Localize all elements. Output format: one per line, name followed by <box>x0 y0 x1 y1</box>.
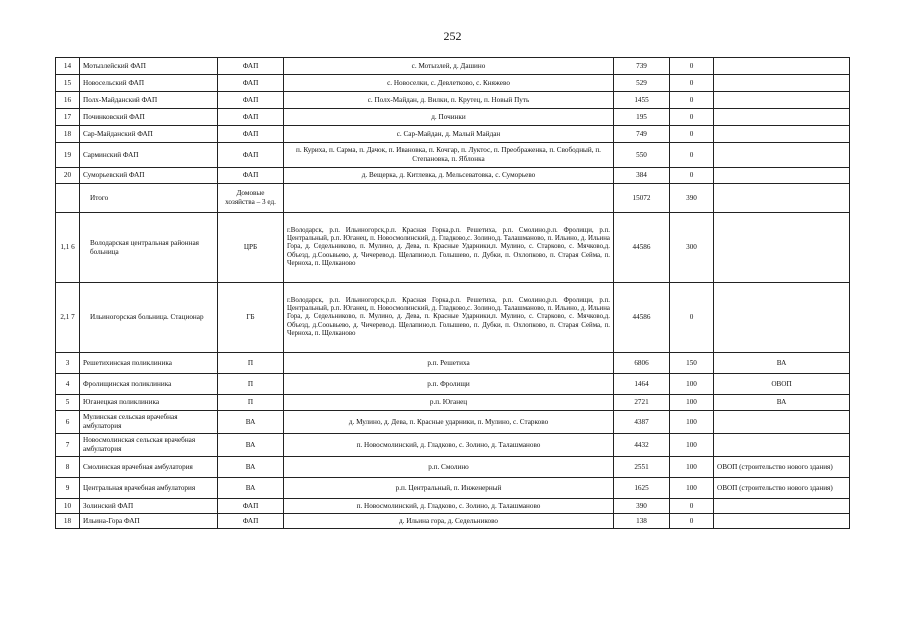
served-locations: г.Володарск, р.п. Ильиногорск,р.п. Красная Горка,р.п. Решетиха, р.п. Смолино,р.п. Фролищи, р.п. Центральный, р.п. Юганец, п. Новосмолинский, д. Гладково,с. Золино,д. Талашманово, п. Ильино, д. Ильина Гора, д. Седельниково, п. Мулино, д. Дева, п. Красные Ударники,п. Мулино, с. Старково, с. Мячково,д. Объезд, д.Сооьвьево, д. Чичерево,д. Щелапино,п. Голышево, п. Дубки, п. Охлопково, п. Старая Сейма, п. Черноха, п. Щелканово <box>284 283 614 353</box>
row-number: 18 <box>56 514 80 529</box>
row-number: 7 <box>56 434 80 457</box>
note: ОВОП (строительство нового здания) <box>714 457 850 478</box>
population: 529 <box>614 75 670 92</box>
facility-name: Мулинская сельская врачебная амбулатория <box>80 411 218 434</box>
facility-type: П <box>218 395 284 411</box>
population: 550 <box>614 143 670 168</box>
served-locations: д. Ильина гора, д. Седельниково <box>284 514 614 529</box>
facility-type: ФАП <box>218 514 284 529</box>
table-row <box>56 353 850 374</box>
note: ВА <box>714 395 850 411</box>
capacity: 0 <box>670 514 714 529</box>
facility-name: Мотызлейский ФАП <box>80 58 218 75</box>
row-number: 14 <box>56 58 80 75</box>
table-row <box>56 457 850 478</box>
page-number: 252 <box>443 29 462 43</box>
note <box>714 168 850 184</box>
row-number: 10 <box>56 499 80 514</box>
table-row <box>56 58 850 75</box>
note <box>714 126 850 143</box>
facility-name: Новосельский ФАП <box>80 75 218 92</box>
population: 1464 <box>614 374 670 395</box>
row-number: 2,1 7 <box>56 283 80 353</box>
row-number: 20 <box>56 168 80 184</box>
served-locations: р.п. Юганец <box>284 395 614 411</box>
table-row <box>56 143 850 168</box>
table-row <box>56 434 850 457</box>
table-row <box>56 478 850 499</box>
facility-name: Новосмолинская сельская врачебная амбулатория <box>80 434 218 457</box>
facility-type: ФАП <box>218 75 284 92</box>
note: ВА <box>714 353 850 374</box>
row-number: 17 <box>56 109 80 126</box>
capacity: 0 <box>670 283 714 353</box>
row-number: 19 <box>56 143 80 168</box>
facility-name: Смолинская врачебная амбулатория <box>80 457 218 478</box>
served-locations: с. Мотызлей, д. Дашино <box>284 58 614 75</box>
served-locations: д. Мулино, д. Дева, п. Красные ударники, п. Мулино, с. Старково <box>284 411 614 434</box>
note <box>714 411 850 434</box>
facility-name: Суморьевский ФАП <box>80 168 218 184</box>
note <box>714 499 850 514</box>
row-number: 16 <box>56 92 80 109</box>
population: 44586 <box>614 283 670 353</box>
capacity: 390 <box>670 184 714 213</box>
capacity: 0 <box>670 143 714 168</box>
served-locations: с. Новоселки, с. Девлетково, с. Княжево <box>284 75 614 92</box>
served-locations <box>284 184 614 213</box>
table-row <box>56 92 850 109</box>
capacity: 0 <box>670 75 714 92</box>
table-row <box>56 109 850 126</box>
facility-name: Сарминский ФАП <box>80 143 218 168</box>
table-row <box>56 514 850 529</box>
note: ОВОП <box>714 374 850 395</box>
facility-type: ВА <box>218 457 284 478</box>
facility-name: Починковский ФАП <box>80 109 218 126</box>
row-number: 6 <box>56 411 80 434</box>
capacity: 100 <box>670 411 714 434</box>
served-locations: п. Куриха, п. Сарма, п. Дачок, п. Ивановка, п. Кочгар, п. Луктос, п. Преображенка, п. Свободный, п. Степановка, п. Яблонка <box>284 143 614 168</box>
facility-type: ЦРБ <box>218 213 284 283</box>
capacity: 0 <box>670 92 714 109</box>
row-number: 3 <box>56 353 80 374</box>
facility-type: П <box>218 374 284 395</box>
row-number: 9 <box>56 478 80 499</box>
row-number: 5 <box>56 395 80 411</box>
capacity: 100 <box>670 434 714 457</box>
facility-type: ФАП <box>218 92 284 109</box>
table-row <box>56 168 850 184</box>
population: 6806 <box>614 353 670 374</box>
capacity: 100 <box>670 457 714 478</box>
served-locations: р.п. Решетиха <box>284 353 614 374</box>
capacity: 100 <box>670 395 714 411</box>
table-row <box>56 374 850 395</box>
facility-name: Юганецкая поликлиника <box>80 395 218 411</box>
note <box>714 213 850 283</box>
note <box>714 58 850 75</box>
served-locations: г.Володарск, р.п. Ильиногорск,р.п. Красная Горка,р.п. Решетиха, р.п. Смолино,р.п. Фролищи, р.п. Центральный, р.п. Юганец, п. Новосмолинский, д. Гладково,с. Золино,д. Талашманово, п. Ильино, д. Ильина Гора, д. Седельниково, п. Мулино, д. Дева, п. Красные Ударники,п. Мулино, с. Старково, с. Мячково,д. Объезд, д.Сооьвьево, д. Чичерево,д. Щелапино,п. Голышево, п. Дубки, п. Охлопково, п. Старая Сейма, п. Черноха, п. Щелканово <box>284 213 614 283</box>
served-locations: п. Новосмолинский, д. Гладково, с. Золино, д. Талашманово <box>284 434 614 457</box>
capacity: 0 <box>670 126 714 143</box>
row-number: 18 <box>56 126 80 143</box>
table-row <box>56 283 850 353</box>
facility-type: ФАП <box>218 143 284 168</box>
population: 1625 <box>614 478 670 499</box>
table-row <box>56 126 850 143</box>
population: 4387 <box>614 411 670 434</box>
facility-type: ВА <box>218 478 284 499</box>
served-locations: д. Починки <box>284 109 614 126</box>
facility-type: Домовые хозяйства – 3 ед. <box>218 184 284 213</box>
note <box>714 514 850 529</box>
facility-name: Володарская центральная районная больница <box>80 213 218 283</box>
capacity: 100 <box>670 374 714 395</box>
population: 195 <box>614 109 670 126</box>
capacity: 0 <box>670 168 714 184</box>
facility-type: ФАП <box>218 109 284 126</box>
note <box>714 434 850 457</box>
population: 384 <box>614 168 670 184</box>
note <box>714 143 850 168</box>
facility-type: ВА <box>218 411 284 434</box>
facility-type: ФАП <box>218 126 284 143</box>
facility-name: Итого <box>80 184 218 213</box>
capacity: 0 <box>670 58 714 75</box>
row-number: 4 <box>56 374 80 395</box>
facility-name: Золинский ФАП <box>80 499 218 514</box>
facility-name: Решетихинская поликлиника <box>80 353 218 374</box>
facility-type: ФАП <box>218 168 284 184</box>
facility-type: ФАП <box>218 58 284 75</box>
note <box>714 283 850 353</box>
table-row <box>56 75 850 92</box>
served-locations: р.п. Смолино <box>284 457 614 478</box>
facility-name: Центральная врачебная амбулатория <box>80 478 218 499</box>
row-number: 1,1 6 <box>56 213 80 283</box>
population: 15072 <box>614 184 670 213</box>
table-row <box>56 499 850 514</box>
note <box>714 75 850 92</box>
table-row <box>56 213 850 283</box>
served-locations: д. Вещерка, д. Китлевка, д. Мельсеватовка, с. Суморьево <box>284 168 614 184</box>
row-number: 8 <box>56 457 80 478</box>
facility-name: Фролищинская поликлиника <box>80 374 218 395</box>
capacity: 0 <box>670 109 714 126</box>
population: 138 <box>614 514 670 529</box>
served-locations: с. Сар-Майдан, д. Малый Майдан <box>284 126 614 143</box>
table-row <box>56 395 850 411</box>
facility-type: ГБ <box>218 283 284 353</box>
facility-type: ВА <box>218 434 284 457</box>
population: 749 <box>614 126 670 143</box>
note: ОВОП (строительство нового здания) <box>714 478 850 499</box>
population: 44586 <box>614 213 670 283</box>
population: 739 <box>614 58 670 75</box>
served-locations: с. Полх-Майдан, д. Вилки, п. Крутец, п. Новый Путь <box>284 92 614 109</box>
note <box>714 109 850 126</box>
facility-name: Ильина-Гора ФАП <box>80 514 218 529</box>
served-locations: п. Новосмолинский, д. Гладково, с. Золино, д. Талашманово <box>284 499 614 514</box>
note <box>714 184 850 213</box>
capacity: 100 <box>670 478 714 499</box>
note <box>714 92 850 109</box>
population: 4432 <box>614 434 670 457</box>
facilities-table <box>55 57 850 529</box>
row-number: 15 <box>56 75 80 92</box>
facility-type: ФАП <box>218 499 284 514</box>
table-row <box>56 184 850 213</box>
population: 2721 <box>614 395 670 411</box>
capacity: 300 <box>670 213 714 283</box>
capacity: 0 <box>670 499 714 514</box>
row-number <box>56 184 80 213</box>
population: 1455 <box>614 92 670 109</box>
facility-name: Сар-Майданский ФАП <box>80 126 218 143</box>
facility-name: Ильиногорская больница. Стационар <box>80 283 218 353</box>
population: 390 <box>614 499 670 514</box>
table-body <box>56 58 850 529</box>
population: 2551 <box>614 457 670 478</box>
served-locations: р.п. Центральный, п. Инженерный <box>284 478 614 499</box>
facility-type: П <box>218 353 284 374</box>
table-row <box>56 411 850 434</box>
capacity: 150 <box>670 353 714 374</box>
facility-name: Полх-Майданский ФАП <box>80 92 218 109</box>
served-locations: р.п. Фролищи <box>284 374 614 395</box>
